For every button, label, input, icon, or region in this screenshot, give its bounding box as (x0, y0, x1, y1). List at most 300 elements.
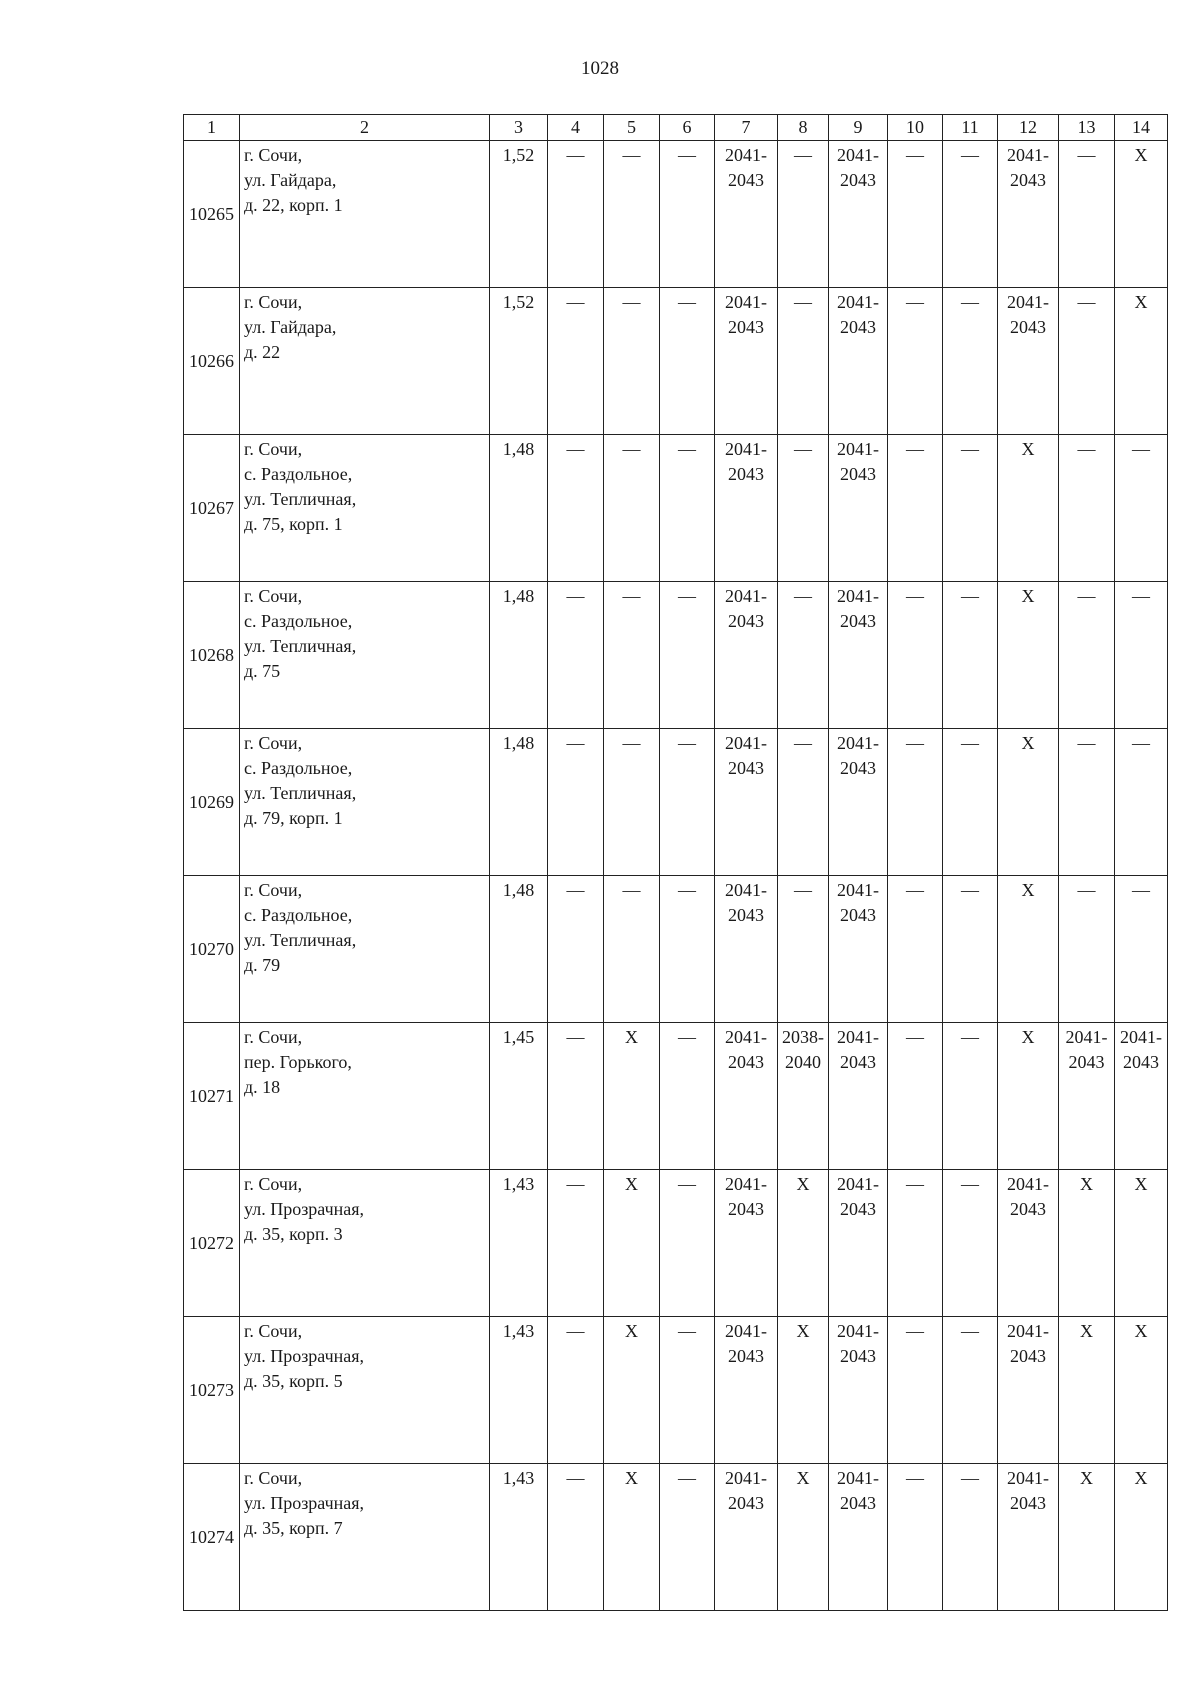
value-cell-col-14 (1115, 876, 1168, 1023)
column-header-3: 3 (490, 115, 548, 141)
cell-value: 2041- 2043 (1007, 1468, 1049, 1513)
value-cell-col-9 (829, 141, 888, 288)
value-cell-col-13 (1059, 1464, 1115, 1611)
cell-value: — (566, 439, 585, 459)
cell-value: — (1077, 733, 1096, 753)
cell-value: — (794, 145, 812, 165)
column-header-6: 6 (660, 115, 715, 141)
value-cell-col-11 (943, 141, 998, 288)
cell-value: — (678, 292, 696, 312)
cell-value: 2041- 2043 (837, 1174, 879, 1219)
cell-value: — (906, 733, 924, 753)
column-header-8: 8 (778, 115, 829, 141)
address-line: ул. Тепличная, (244, 636, 357, 656)
value-cell-col-6 (660, 1023, 715, 1170)
value-cell-col-12 (998, 1317, 1059, 1464)
address-line: ул. Тепличная, (244, 489, 357, 509)
value-cell-col-8 (778, 582, 829, 729)
value-cell-col-5 (604, 435, 660, 582)
value-cell-col-13 (1059, 582, 1115, 729)
value-cell-col-7 (715, 729, 778, 876)
cell-value: — (794, 733, 812, 753)
cell-value: — (794, 439, 812, 459)
value-cell-col-5 (604, 1317, 660, 1464)
value-cell-col-6 (660, 1464, 715, 1611)
cell-value: X (1021, 880, 1035, 900)
value-cell-col-7 (715, 288, 778, 435)
address-line: д. 75 (244, 661, 281, 681)
cell-value: — (961, 880, 979, 900)
value-cell-col-14 (1115, 582, 1168, 729)
value-cell-col-7 (715, 1317, 778, 1464)
cell-value: 1,52 (502, 145, 535, 165)
column-header-1: 1 (184, 115, 240, 141)
value-cell-col-9 (829, 729, 888, 876)
cell-value: — (678, 880, 696, 900)
cell-value: 2041- 2043 (725, 1468, 767, 1513)
cell-value: 2041- 2043 (725, 439, 767, 484)
cell-value: X (1134, 1174, 1148, 1194)
record-number: 10265 (184, 141, 240, 288)
cell-value: — (622, 733, 641, 753)
value-cell-col-4 (548, 1170, 604, 1317)
address-line: г. Сочи, (244, 292, 303, 312)
cell-value: — (1132, 880, 1150, 900)
cell-value: X (625, 1468, 638, 1488)
value-cell-col-13 (1059, 876, 1115, 1023)
record-number: 10270 (184, 876, 240, 1023)
value-cell-col-5 (604, 876, 660, 1023)
table-row (184, 141, 1168, 288)
cell-value: — (794, 880, 812, 900)
value-cell-col-7 (715, 141, 778, 288)
value-cell-col-9 (829, 288, 888, 435)
cell-value: — (566, 880, 585, 900)
value-cell-col-14 (1115, 1170, 1168, 1317)
address-line: ул. Тепличная, (244, 783, 357, 803)
cell-value: X (796, 1321, 810, 1341)
cell-value: 2041- 2043 (725, 1174, 767, 1219)
value-cell-col-9 (829, 1170, 888, 1317)
value-cell-col-11 (943, 1170, 998, 1317)
value-cell-col-5 (604, 729, 660, 876)
value-cell-col-14 (1115, 288, 1168, 435)
value-cell-col-5 (604, 1023, 660, 1170)
value-cell-col-14 (1115, 1023, 1168, 1170)
cell-value: X (625, 1321, 638, 1341)
address-line: д. 35, корп. 7 (244, 1518, 343, 1538)
column-header-11: 11 (943, 115, 998, 141)
value-cell-col-4 (548, 1317, 604, 1464)
header-row (184, 115, 1168, 141)
value-cell-col-14 (1115, 1464, 1168, 1611)
address-line: г. Сочи, (244, 145, 303, 165)
cell-value: — (961, 145, 979, 165)
cell-value: X (796, 1174, 810, 1194)
column-header-5: 5 (604, 115, 660, 141)
value-cell-col-12 (998, 1170, 1059, 1317)
table-row (184, 1023, 1168, 1170)
cell-value: — (622, 439, 641, 459)
value-cell-col-4 (548, 435, 604, 582)
address-line: ул. Прозрачная, (244, 1346, 365, 1366)
cell-value: X (1134, 1321, 1148, 1341)
cell-value: — (1132, 439, 1150, 459)
address-line: г. Сочи, (244, 439, 303, 459)
address-line: ул. Прозрачная, (244, 1199, 365, 1219)
record-number: 10271 (184, 1023, 240, 1170)
cell-value: — (566, 586, 585, 606)
cell-value: — (566, 1468, 585, 1488)
cell-value: — (794, 292, 812, 312)
address-cell (240, 1317, 490, 1464)
cell-value: 1,48 (502, 439, 535, 459)
column-header-14: 14 (1115, 115, 1168, 141)
cell-value: X (1080, 1321, 1093, 1341)
cell-value: — (961, 1321, 979, 1341)
value-cell-col-12 (998, 141, 1059, 288)
address-cell (240, 141, 490, 288)
cell-value: X (796, 1468, 810, 1488)
value-cell-col-10 (888, 1170, 943, 1317)
cell-value: — (961, 1027, 979, 1047)
value-cell-col-9 (829, 435, 888, 582)
value-cell-col-13 (1059, 435, 1115, 582)
cell-value: — (961, 733, 979, 753)
address-cell (240, 729, 490, 876)
value-cell-col-3 (490, 582, 548, 729)
cell-value: — (566, 1174, 585, 1194)
cell-value: X (625, 1027, 638, 1047)
cell-value: — (678, 439, 696, 459)
value-cell-col-8 (778, 876, 829, 1023)
cell-value: 1,48 (502, 733, 535, 753)
value-cell-col-10 (888, 1023, 943, 1170)
address-line: д. 35, корп. 3 (244, 1224, 343, 1244)
address-line: г. Сочи, (244, 1027, 303, 1047)
cell-value: 2041- 2043 (1007, 292, 1049, 337)
table-row (184, 582, 1168, 729)
record-number: 10272 (184, 1170, 240, 1317)
value-cell-col-12 (998, 435, 1059, 582)
value-cell-col-12 (998, 582, 1059, 729)
address-line: с. Раздольное, (244, 758, 353, 778)
address-line: г. Сочи, (244, 1321, 303, 1341)
cell-value: X (1021, 733, 1035, 753)
cell-value: — (1077, 145, 1096, 165)
value-cell-col-3 (490, 1317, 548, 1464)
address-line: г. Сочи, (244, 733, 303, 753)
value-cell-col-13 (1059, 1023, 1115, 1170)
address-line: ул. Гайдара, (244, 170, 337, 190)
value-cell-col-4 (548, 1464, 604, 1611)
value-cell-col-5 (604, 1170, 660, 1317)
value-cell-col-8 (778, 288, 829, 435)
value-cell-col-13 (1059, 1317, 1115, 1464)
value-cell-col-13 (1059, 1170, 1115, 1317)
address-line: пер. Горького, (244, 1052, 352, 1072)
column-header-4: 4 (548, 115, 604, 141)
column-header-7: 7 (715, 115, 778, 141)
value-cell-col-12 (998, 729, 1059, 876)
cell-value: — (678, 1468, 696, 1488)
cell-value: 2041- 2043 (837, 1027, 879, 1072)
cell-value: 2041- 2043 (837, 733, 879, 778)
value-cell-col-10 (888, 1317, 943, 1464)
value-cell-col-8 (778, 1023, 829, 1170)
column-header-9: 9 (829, 115, 888, 141)
cell-value: 1,52 (502, 292, 535, 312)
value-cell-col-14 (1115, 729, 1168, 876)
cell-value: — (678, 145, 696, 165)
value-cell-col-10 (888, 435, 943, 582)
cell-value: 2041- 2043 (1120, 1027, 1162, 1072)
cell-value: — (678, 733, 696, 753)
value-cell-col-4 (548, 582, 604, 729)
cell-value: — (794, 586, 812, 606)
value-cell-col-11 (943, 288, 998, 435)
address-line: г. Сочи, (244, 586, 303, 606)
value-cell-col-12 (998, 1023, 1059, 1170)
value-cell-col-3 (490, 876, 548, 1023)
value-cell-col-3 (490, 141, 548, 288)
value-cell-col-7 (715, 876, 778, 1023)
value-cell-col-4 (548, 141, 604, 288)
cell-value: — (566, 1027, 585, 1047)
cell-value: 2041- 2043 (725, 586, 767, 631)
address-line: ул. Гайдара, (244, 317, 337, 337)
cell-value: — (961, 1174, 979, 1194)
value-cell-col-8 (778, 729, 829, 876)
table-row (184, 1464, 1168, 1611)
cell-value: — (906, 1468, 924, 1488)
address-cell (240, 1023, 490, 1170)
cell-value: — (906, 880, 924, 900)
cell-value: 2041- 2043 (725, 880, 767, 925)
cell-value: 2041- 2043 (837, 586, 879, 631)
value-cell-col-7 (715, 1170, 778, 1317)
table-row (184, 1170, 1168, 1317)
value-cell-col-12 (998, 1464, 1059, 1611)
cell-value: — (961, 439, 979, 459)
cell-value: X (1021, 1027, 1035, 1047)
table-body (184, 141, 1168, 1611)
address-cell (240, 876, 490, 1023)
cell-value: 2041- 2043 (725, 733, 767, 778)
value-cell-col-8 (778, 1464, 829, 1611)
address-line: с. Раздольное, (244, 464, 353, 484)
cell-value: — (906, 1027, 924, 1047)
value-cell-col-11 (943, 582, 998, 729)
cell-value: 2041- 2043 (837, 145, 879, 190)
value-cell-col-6 (660, 582, 715, 729)
cell-value: — (1077, 439, 1096, 459)
cell-value: — (961, 292, 979, 312)
value-cell-col-14 (1115, 1317, 1168, 1464)
value-cell-col-11 (943, 435, 998, 582)
value-cell-col-4 (548, 1023, 604, 1170)
cell-value: 1,43 (502, 1321, 535, 1341)
value-cell-col-13 (1059, 288, 1115, 435)
column-header-12: 12 (998, 115, 1059, 141)
value-cell-col-10 (888, 141, 943, 288)
record-number: 10273 (184, 1317, 240, 1464)
value-cell-col-3 (490, 435, 548, 582)
column-header-13: 13 (1059, 115, 1115, 141)
value-cell-col-11 (943, 729, 998, 876)
address-line: ул. Прозрачная, (244, 1493, 365, 1513)
value-cell-col-11 (943, 876, 998, 1023)
value-cell-col-10 (888, 582, 943, 729)
value-cell-col-5 (604, 1464, 660, 1611)
value-cell-col-10 (888, 1464, 943, 1611)
value-cell-col-8 (778, 1170, 829, 1317)
value-cell-col-5 (604, 288, 660, 435)
cell-value: 2041- 2043 (1007, 1174, 1049, 1219)
value-cell-col-11 (943, 1317, 998, 1464)
cell-value: — (961, 586, 979, 606)
value-cell-col-9 (829, 1023, 888, 1170)
cell-value: — (906, 1321, 924, 1341)
cell-value: 2041- 2043 (837, 292, 879, 337)
cell-value: X (1134, 1468, 1148, 1488)
cell-value: 2041- 2043 (837, 880, 879, 925)
value-cell-col-9 (829, 876, 888, 1023)
address-cell (240, 288, 490, 435)
table-row (184, 435, 1168, 582)
address-cell (240, 435, 490, 582)
value-cell-col-6 (660, 1317, 715, 1464)
address-line: г. Сочи, (244, 1468, 303, 1488)
cell-value: X (1021, 586, 1035, 606)
cell-value: 1,45 (502, 1027, 535, 1047)
cell-value: — (678, 1174, 696, 1194)
value-cell-col-11 (943, 1023, 998, 1170)
address-line: д. 22 (244, 342, 281, 362)
value-cell-col-14 (1115, 435, 1168, 582)
value-cell-col-8 (778, 1317, 829, 1464)
cell-value: X (1080, 1174, 1093, 1194)
cell-value: — (1077, 880, 1096, 900)
page-number: 1028 (581, 58, 619, 79)
value-cell-col-3 (490, 1170, 548, 1317)
cell-value: 2041- 2043 (725, 145, 767, 190)
address-line: д. 79 (244, 955, 281, 975)
address-line: д. 75, корп. 1 (244, 514, 343, 534)
address-line: г. Сочи, (244, 880, 303, 900)
cell-value: X (1021, 439, 1035, 459)
value-cell-col-4 (548, 729, 604, 876)
value-cell-col-7 (715, 582, 778, 729)
cell-value: 2038- 2040 (782, 1027, 824, 1072)
cell-value: 2041- 2043 (837, 1321, 879, 1366)
cell-value: — (678, 1027, 696, 1047)
value-cell-col-6 (660, 729, 715, 876)
value-cell-col-9 (829, 582, 888, 729)
value-cell-col-3 (490, 1023, 548, 1170)
value-cell-col-8 (778, 141, 829, 288)
value-cell-col-3 (490, 288, 548, 435)
record-number: 10267 (184, 435, 240, 582)
cell-value: 2041- 2043 (725, 1321, 767, 1366)
cell-value: — (566, 1321, 585, 1341)
value-cell-col-7 (715, 1464, 778, 1611)
value-cell-col-12 (998, 876, 1059, 1023)
cell-value: — (566, 145, 585, 165)
value-cell-col-4 (548, 288, 604, 435)
value-cell-col-10 (888, 876, 943, 1023)
cell-value: — (1132, 733, 1150, 753)
address-line: г. Сочи, (244, 1174, 303, 1194)
cell-value: — (1077, 292, 1096, 312)
value-cell-col-6 (660, 1170, 715, 1317)
cell-value: 1,48 (502, 586, 535, 606)
cell-value: 1,43 (502, 1174, 535, 1194)
address-line: д. 35, корп. 5 (244, 1371, 343, 1391)
address-line: д. 79, корп. 1 (244, 808, 343, 828)
cell-value: X (1134, 145, 1148, 165)
column-header-2: 2 (240, 115, 490, 141)
value-cell-col-13 (1059, 141, 1115, 288)
table-row (184, 288, 1168, 435)
table-row (184, 876, 1168, 1023)
cell-value: 2041- 2043 (725, 292, 767, 337)
cell-value: 2041- 2043 (1007, 1321, 1049, 1366)
address-line: ул. Тепличная, (244, 930, 357, 950)
cell-value: — (622, 145, 641, 165)
column-header-10: 10 (888, 115, 943, 141)
value-cell-col-5 (604, 141, 660, 288)
cell-value: X (625, 1174, 638, 1194)
cell-value: 2041- 2043 (837, 1468, 879, 1513)
cell-value: 1,48 (502, 880, 535, 900)
cell-value: — (906, 439, 924, 459)
cell-value: — (906, 1174, 924, 1194)
value-cell-col-3 (490, 1464, 548, 1611)
cell-value: — (678, 586, 696, 606)
cell-value: — (622, 586, 641, 606)
cell-value: — (906, 292, 924, 312)
cell-value: — (566, 733, 585, 753)
value-cell-col-10 (888, 288, 943, 435)
cell-value: — (678, 1321, 696, 1341)
value-cell-col-7 (715, 1023, 778, 1170)
value-cell-col-6 (660, 435, 715, 582)
record-number: 10269 (184, 729, 240, 876)
value-cell-col-5 (604, 582, 660, 729)
cell-value: — (906, 586, 924, 606)
value-cell-col-14 (1115, 141, 1168, 288)
address-cell (240, 1170, 490, 1317)
value-cell-col-12 (998, 288, 1059, 435)
value-cell-col-9 (829, 1317, 888, 1464)
value-cell-col-10 (888, 729, 943, 876)
record-number: 10274 (184, 1464, 240, 1611)
record-number: 10266 (184, 288, 240, 435)
cell-value: — (906, 145, 924, 165)
address-line: с. Раздольное, (244, 611, 353, 631)
table-header (184, 115, 1168, 141)
cell-value: 2041- 2043 (837, 439, 879, 484)
value-cell-col-13 (1059, 729, 1115, 876)
value-cell-col-8 (778, 435, 829, 582)
value-cell-col-7 (715, 435, 778, 582)
value-cell-col-6 (660, 141, 715, 288)
cell-value: — (1077, 586, 1096, 606)
cell-value: — (1132, 586, 1150, 606)
cell-value: — (622, 880, 641, 900)
cell-value: 2041- 2043 (725, 1027, 767, 1072)
